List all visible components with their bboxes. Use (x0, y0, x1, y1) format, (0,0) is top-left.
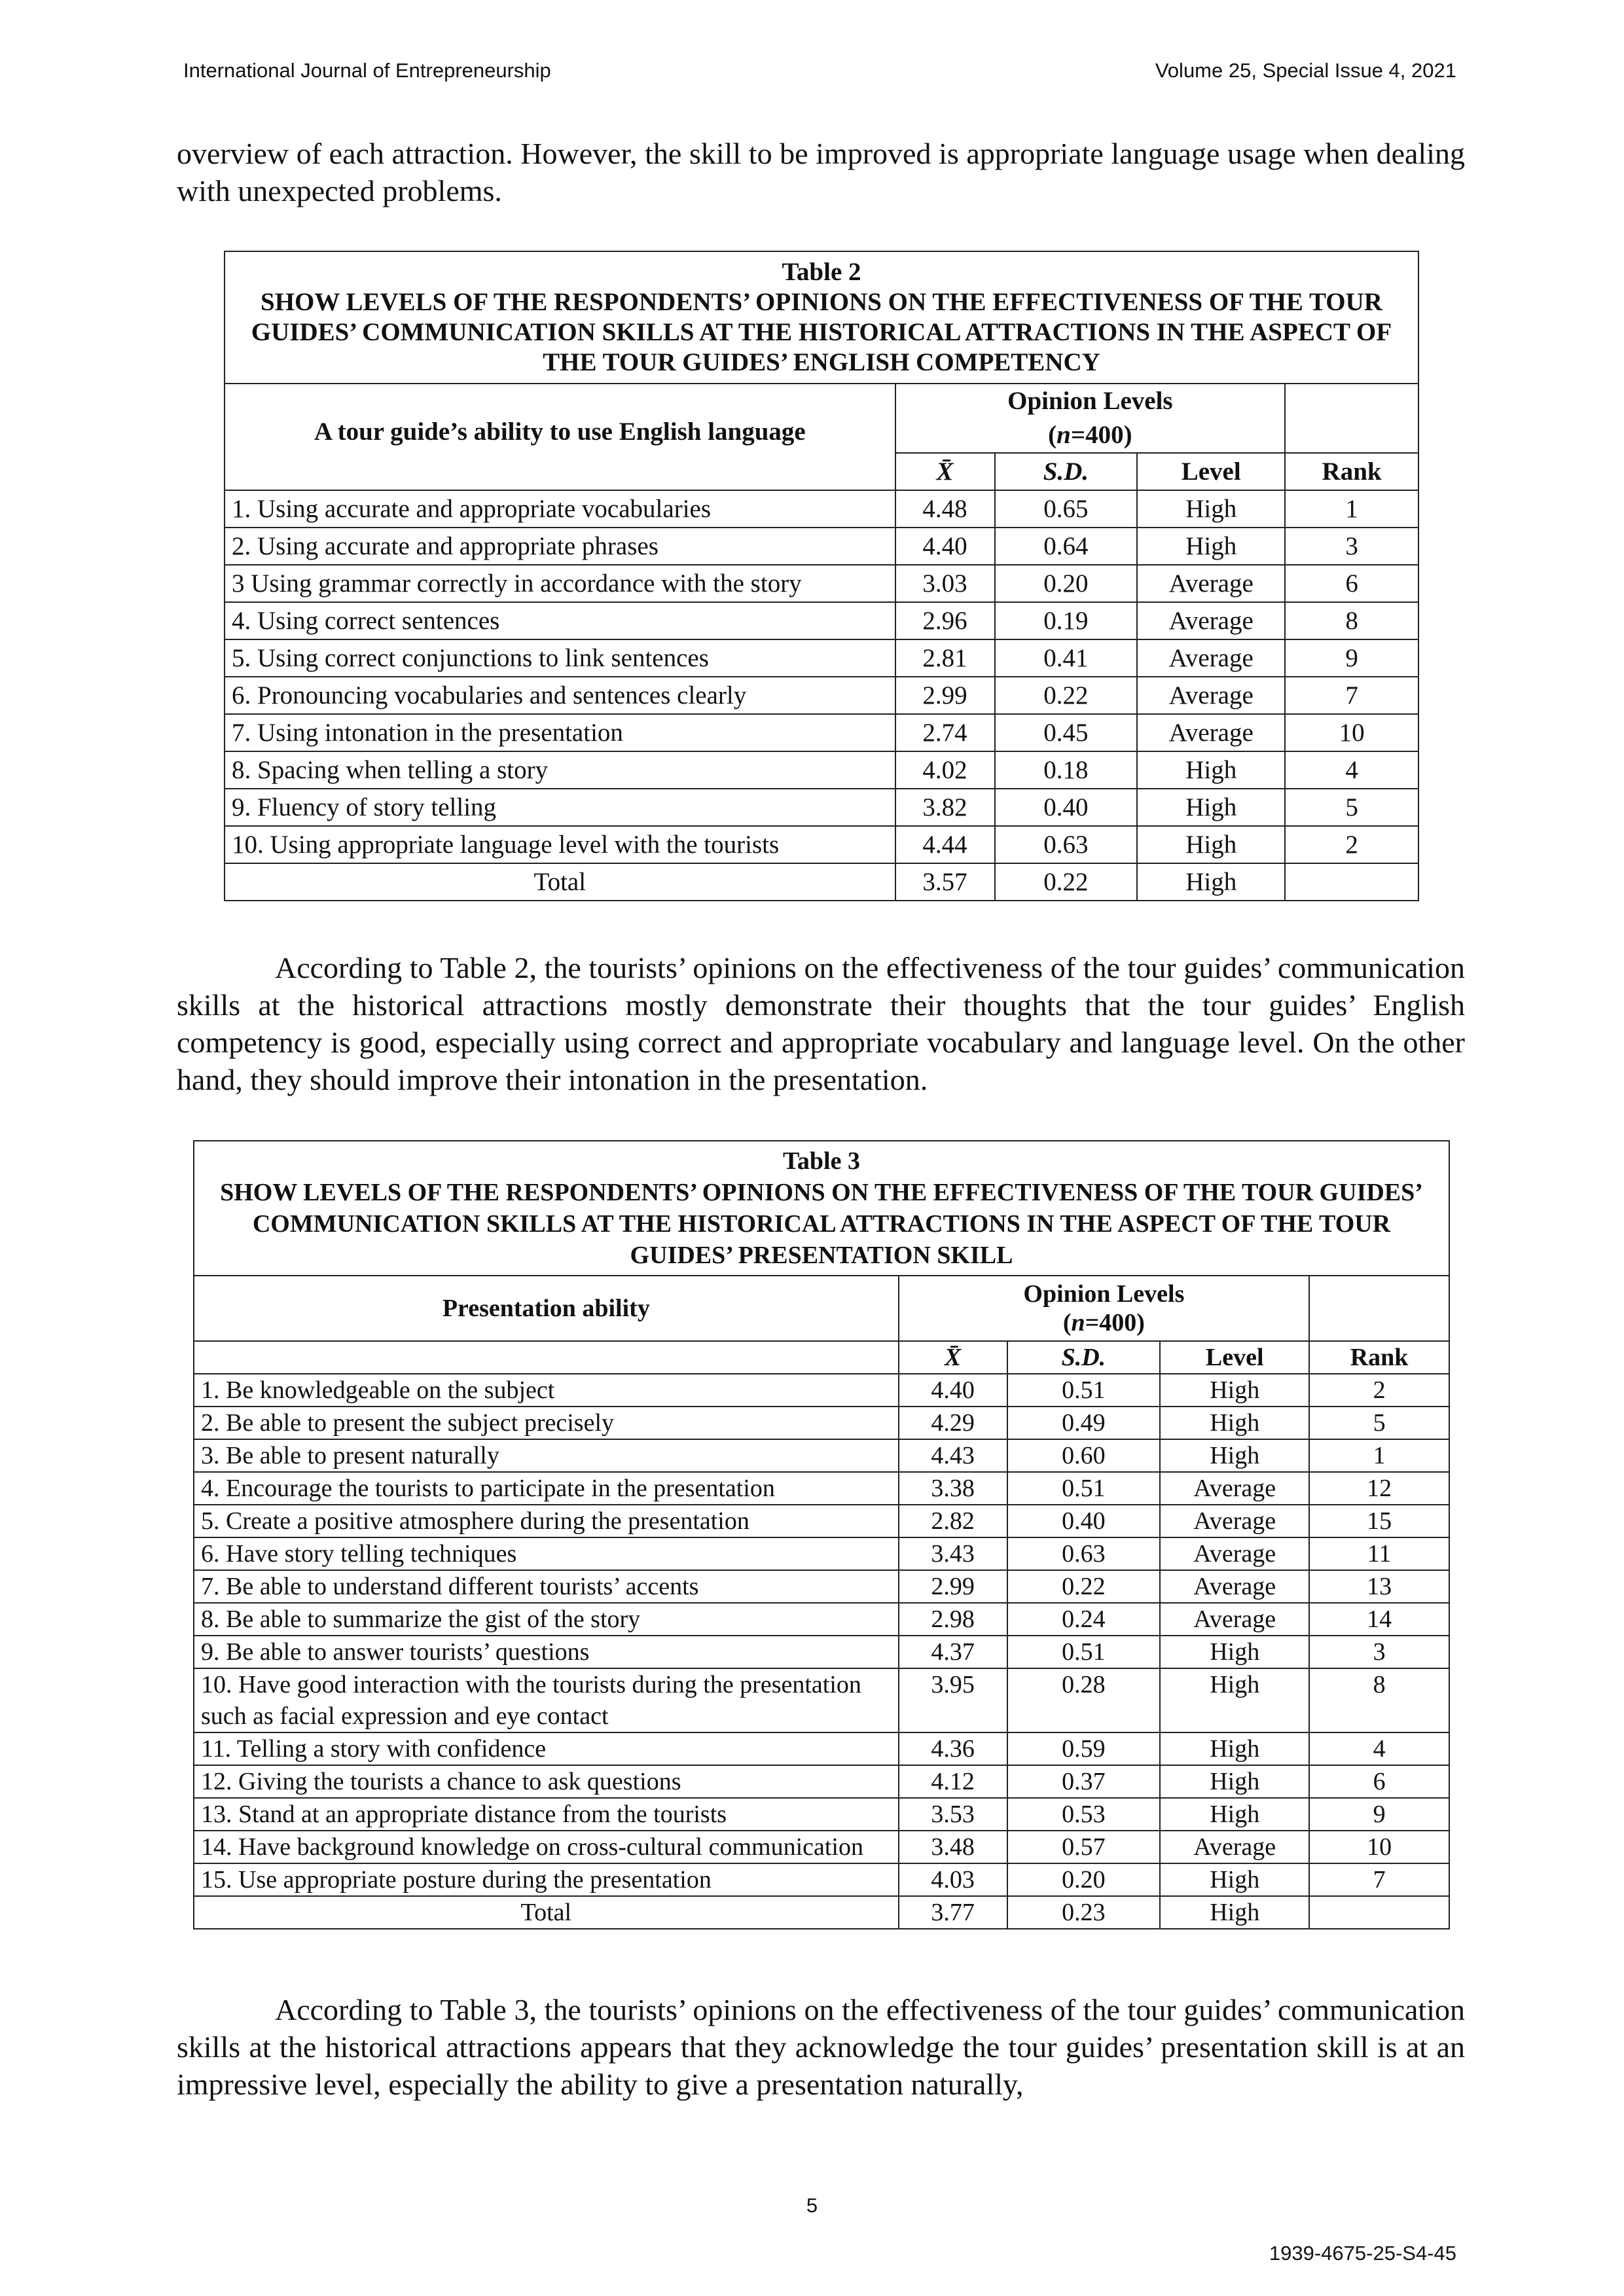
row-sd: 0.63 (1007, 1537, 1161, 1570)
row-mean: 3.95 (899, 1668, 1007, 1732)
total-label: Total (194, 1896, 899, 1929)
row-item: 2. Be able to present the subject precisely (194, 1407, 899, 1439)
table-row (225, 490, 1418, 528)
volume-info: Volume 25, Special Issue 4, 2021 (1155, 59, 1456, 82)
table-row (194, 1636, 1449, 1668)
row-rank: 15 (1309, 1505, 1449, 1537)
row-sd: 0.45 (995, 714, 1138, 751)
row-item: 10. Using appropriate language level with the tourists (225, 826, 895, 863)
row-sd: 0.22 (995, 677, 1138, 714)
row-rank: 11 (1309, 1537, 1449, 1570)
table-row (194, 1831, 1449, 1863)
table-2 (224, 251, 1419, 901)
row-item: 4. Using correct sentences (225, 602, 895, 639)
row-sd: 0.63 (995, 826, 1138, 863)
table-2-level-header: Level (1137, 453, 1285, 490)
row-mean: 4.03 (899, 1863, 1007, 1896)
table-row (194, 1472, 1449, 1505)
table-row (225, 826, 1418, 863)
row-level: High (1160, 1732, 1309, 1765)
table-3-level-header: Level (1160, 1341, 1309, 1374)
table-row (225, 677, 1418, 714)
row-item: 10. Have good interaction with the tourists during the presentation such as facial expression and eye contact (194, 1668, 899, 1732)
table-2-sd-header: S.D. (995, 453, 1138, 490)
row-mean: 2.96 (895, 602, 995, 639)
table-3-caption: Table 3 (783, 1147, 860, 1175)
row-level: High (1137, 751, 1285, 789)
table-row (194, 1863, 1449, 1896)
row-item: 8. Be able to summarize the gist of the story (194, 1603, 899, 1636)
row-mean: 3.48 (899, 1831, 1007, 1863)
table-row (194, 1603, 1449, 1636)
table-3-opinion-label: Opinion Levels (1023, 1280, 1185, 1308)
row-rank: 1 (1309, 1439, 1449, 1472)
paragraph-table-3-discussion: According to Table 3, the tourists’ opinions on the effectiveness of the tour guides’ communication skills at the historical attractions appears that they acknowledge the tour guides’ presentation skill is at an impressive level, especially the ability to give a presentation naturally, (177, 1993, 1465, 2101)
row-level: Average (1160, 1505, 1309, 1537)
row-sd: 0.51 (1007, 1472, 1161, 1505)
table-3-opinion-header (899, 1276, 1309, 1341)
row-level: Average (1137, 565, 1285, 602)
row-sd: 0.41 (995, 639, 1138, 677)
row-item: 8. Spacing when telling a story (225, 751, 895, 789)
row-level: High (1160, 1439, 1309, 1472)
row-sd: 0.53 (1007, 1798, 1161, 1831)
row-item: 9. Be able to answer tourists’ questions (194, 1636, 899, 1668)
table-row (194, 1570, 1449, 1603)
row-sd: 0.60 (1007, 1439, 1161, 1472)
total-rank (1309, 1896, 1449, 1929)
row-mean: 4.36 (899, 1732, 1007, 1765)
row-mean: 4.40 (895, 528, 995, 565)
total-mean: 3.77 (899, 1896, 1007, 1929)
table-3-n-label: (n=400) (1062, 1309, 1145, 1336)
table-row (225, 602, 1418, 639)
table-2-blank-header (1285, 384, 1418, 453)
table-row (194, 1439, 1449, 1472)
table-row (194, 1668, 1449, 1732)
row-rank: 10 (1309, 1831, 1449, 1863)
row-mean: 4.43 (899, 1439, 1007, 1472)
row-item: 2. Using accurate and appropriate phrases (225, 528, 895, 565)
row-item: 4. Encourage the tourists to participate in the presentation (194, 1472, 899, 1505)
table-2-title-cell (225, 251, 1418, 384)
row-level: High (1160, 1863, 1309, 1896)
paragraph-table-2-discussion: According to Table 2, the tourists’ opinions on the effectiveness of the tour guides’ communication skills at the historical attractions mostly demonstrate their thoughts that the tour guides’ English competency is good, especially using correct and appropriate vocabulary and language level. On the other hand, they should improve their intonation in the presentation. (177, 951, 1465, 1096)
row-rank: 13 (1309, 1570, 1449, 1603)
row-sd: 0.49 (1007, 1407, 1161, 1439)
table-3-title: SHOW LEVELS OF THE RESPONDENTS’ OPINIONS ON THE EFFECTIVENESS OF THE TOUR GUIDES’ COMMUNICATION SKILLS AT THE HISTORICAL ATTRACTIONS IN THE ASPECT OF THE TOUR GUIDES’ PRESENTATION SKILL (220, 1179, 1423, 1269)
row-rank: 3 (1309, 1636, 1449, 1668)
table-row (225, 565, 1418, 602)
row-sd: 0.24 (1007, 1603, 1161, 1636)
row-mean: 4.40 (899, 1374, 1007, 1407)
page-number: 5 (806, 2194, 818, 2217)
total-sd: 0.22 (995, 863, 1138, 901)
table-3-n-letter: n (1071, 1309, 1085, 1336)
row-mean: 4.12 (899, 1765, 1007, 1798)
row-level: Average (1160, 1831, 1309, 1863)
row-level: Average (1137, 639, 1285, 677)
row-level: High (1137, 490, 1285, 528)
row-item: 6. Pronouncing vocabularies and sentences clearly (225, 677, 895, 714)
row-level: Average (1160, 1472, 1309, 1505)
row-rank: 4 (1285, 751, 1418, 789)
table-3-sd-header: S.D. (1007, 1341, 1161, 1374)
row-level: High (1137, 528, 1285, 565)
row-rank: 6 (1309, 1765, 1449, 1798)
row-rank: 9 (1285, 639, 1418, 677)
row-rank: 6 (1285, 565, 1418, 602)
row-item: 6. Have story telling techniques (194, 1537, 899, 1570)
table-row (194, 1537, 1449, 1570)
table-row (225, 528, 1418, 565)
total-label: Total (225, 863, 895, 901)
table-row (225, 789, 1418, 826)
row-rank: 10 (1285, 714, 1418, 751)
table-2-item-header: A tour guide’s ability to use English language (225, 384, 895, 453)
row-level: High (1160, 1374, 1309, 1407)
row-sd: 0.37 (1007, 1765, 1161, 1798)
table-3-item-header: Presentation ability (194, 1276, 899, 1341)
total-sd: 0.23 (1007, 1896, 1161, 1929)
row-mean: 4.02 (895, 751, 995, 789)
row-rank: 3 (1285, 528, 1418, 565)
row-mean: 3.03 (895, 565, 995, 602)
row-item: 1. Using accurate and appropriate vocabularies (225, 490, 895, 528)
article-id: 1939-4675-25-S4-45 (1269, 2242, 1456, 2265)
row-sd: 0.20 (995, 565, 1138, 602)
row-rank: 2 (1309, 1374, 1449, 1407)
row-item: 11. Telling a story with confidence (194, 1732, 899, 1765)
intro-paragraph: overview of each attraction. However, the skill to be improved is appropriate language usage when dealing with unexpected problems. (177, 137, 1465, 207)
row-rank: 9 (1309, 1798, 1449, 1831)
row-mean: 3.53 (899, 1798, 1007, 1831)
table-2-mean-header: X̄ (895, 453, 995, 490)
table-2-rank-header: Rank (1285, 453, 1418, 490)
table-3-blank-header (1309, 1276, 1449, 1341)
row-level: High (1160, 1407, 1309, 1439)
row-sd: 0.18 (995, 751, 1138, 789)
journal-name: International Journal of Entrepreneurship (183, 59, 551, 82)
table-row (225, 639, 1418, 677)
row-rank: 2 (1285, 826, 1418, 863)
table-2-caption: Table 2 (782, 258, 861, 286)
row-mean: 4.48 (895, 490, 995, 528)
table-total-row (225, 863, 1418, 901)
row-item: 3. Be able to present naturally (194, 1439, 899, 1472)
table-2-opinion-header (895, 384, 1286, 453)
row-sd: 0.40 (995, 789, 1138, 826)
row-item: 13. Stand at an appropriate distance from the tourists (194, 1798, 899, 1831)
row-mean: 2.81 (895, 639, 995, 677)
row-sd: 0.19 (995, 602, 1138, 639)
total-level: High (1137, 863, 1285, 901)
table-row (194, 1732, 1449, 1765)
row-sd: 0.64 (995, 528, 1138, 565)
table-total-row (194, 1896, 1449, 1929)
row-mean: 3.38 (899, 1472, 1007, 1505)
row-rank: 4 (1309, 1732, 1449, 1765)
table-3-mean-header: X̄ (899, 1341, 1007, 1374)
row-sd: 0.65 (995, 490, 1138, 528)
row-rank: 8 (1285, 602, 1418, 639)
row-level: High (1160, 1636, 1309, 1668)
row-rank: 7 (1285, 677, 1418, 714)
total-mean: 3.57 (895, 863, 995, 901)
row-item: 1. Be knowledgeable on the subject (194, 1374, 899, 1407)
row-mean: 4.37 (899, 1636, 1007, 1668)
table-row (225, 714, 1418, 751)
row-item: 3 Using grammar correctly in accordance with the story (225, 565, 895, 602)
row-mean: 2.82 (899, 1505, 1007, 1537)
row-level: Average (1160, 1537, 1309, 1570)
table-row (194, 1374, 1449, 1407)
table-3 (193, 1140, 1450, 1929)
row-item: 12. Giving the tourists a chance to ask questions (194, 1765, 899, 1798)
table-row (225, 751, 1418, 789)
row-rank: 12 (1309, 1472, 1449, 1505)
row-mean: 2.99 (895, 677, 995, 714)
row-level: High (1137, 789, 1285, 826)
row-item: 14. Have background knowledge on cross-cultural communication (194, 1831, 899, 1863)
row-level: High (1160, 1798, 1309, 1831)
row-sd: 0.51 (1007, 1374, 1161, 1407)
row-sd: 0.40 (1007, 1505, 1161, 1537)
row-sd: 0.59 (1007, 1732, 1161, 1765)
row-sd: 0.51 (1007, 1636, 1161, 1668)
row-sd: 0.57 (1007, 1831, 1161, 1863)
row-level: Average (1137, 714, 1285, 751)
row-mean: 3.43 (899, 1537, 1007, 1570)
row-level: Average (1160, 1570, 1309, 1603)
row-rank: 14 (1309, 1603, 1449, 1636)
total-rank (1285, 863, 1418, 901)
row-sd: 0.28 (1007, 1668, 1161, 1732)
table-2-n-label: (n=400) (1048, 421, 1132, 449)
row-mean: 4.44 (895, 826, 995, 863)
row-level: High (1137, 826, 1285, 863)
row-item: 7. Be able to understand different tourists’ accents (194, 1570, 899, 1603)
table-3-rank-header: Rank (1309, 1341, 1449, 1374)
total-level: High (1160, 1896, 1309, 1929)
table-3-n-value: =400 (1085, 1309, 1137, 1336)
row-item: 5. Create a positive atmosphere during the presentation (194, 1505, 899, 1537)
table-2-opinion-label: Opinion Levels (1007, 387, 1173, 415)
row-rank: 8 (1309, 1668, 1449, 1732)
row-item: 7. Using intonation in the presentation (225, 714, 895, 751)
row-level: Average (1137, 602, 1285, 639)
table-2-item-subheader (225, 453, 895, 490)
row-item: 15. Use appropriate posture during the presentation (194, 1863, 899, 1896)
row-sd: 0.22 (1007, 1570, 1161, 1603)
table-3-item-subheader (194, 1341, 899, 1374)
table-row (194, 1505, 1449, 1537)
table-row (194, 1798, 1449, 1831)
row-level: Average (1137, 677, 1285, 714)
table-3-title-cell (194, 1141, 1449, 1276)
row-mean: 3.82 (895, 789, 995, 826)
table-row (194, 1407, 1449, 1439)
row-rank: 5 (1285, 789, 1418, 826)
row-rank: 1 (1285, 490, 1418, 528)
row-rank: 5 (1309, 1407, 1449, 1439)
row-item: 5. Using correct conjunctions to link sentences (225, 639, 895, 677)
row-level: Average (1160, 1603, 1309, 1636)
row-rank: 7 (1309, 1863, 1449, 1896)
table-2-n-value: =400 (1070, 421, 1124, 449)
table-row (194, 1765, 1449, 1798)
row-mean: 2.99 (899, 1570, 1007, 1603)
row-mean: 2.98 (899, 1603, 1007, 1636)
table-2-n-letter: n (1056, 421, 1071, 449)
row-item: 9. Fluency of story telling (225, 789, 895, 826)
row-level: High (1160, 1668, 1309, 1732)
row-sd: 0.20 (1007, 1863, 1161, 1896)
table-2-title: SHOW LEVELS OF THE RESPONDENTS’ OPINIONS ON THE EFFECTIVENESS OF THE TOUR GUIDES’ COMMUNICATION SKILLS AT THE HISTORICAL ATTRACTIONS IN THE ASPECT OF THE TOUR GUIDES’ ENGLISH COMPETENCY (251, 288, 1392, 376)
row-mean: 2.74 (895, 714, 995, 751)
row-level: High (1160, 1765, 1309, 1798)
row-mean: 4.29 (899, 1407, 1007, 1439)
